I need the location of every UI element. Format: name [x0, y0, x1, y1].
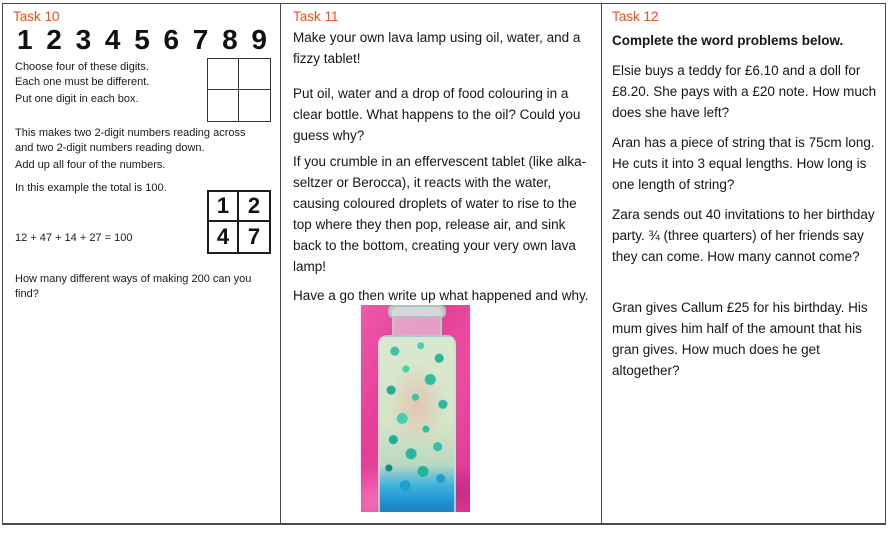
answer-grid-cell [208, 59, 239, 90]
explain-line: Add up all four of the numbers. [15, 159, 166, 171]
instruction-line: Choose four of these digits. [15, 61, 149, 73]
explain-line: This makes two 2-digit numbers reading across [15, 127, 246, 139]
answer-grid-cell [239, 90, 270, 121]
digit-4: 4 [104, 24, 121, 55]
task10-example-intro: In this example the total is 100. [15, 182, 167, 194]
task10-example-grid [207, 190, 271, 254]
task12-title: Task 12 [612, 9, 659, 24]
task10-digits-row [17, 24, 267, 54]
example-grid-cell: 7 [247, 224, 261, 249]
task12-problem: Gran gives Callum £25 for his birthday. His mum gives him half of the amount that his gran gives. How much does he get altogether? [612, 300, 868, 378]
task11-paragraph: Put oil, water and a drop of food colouring in a clear bottle. What happens to the oil? Could you guess why? [293, 86, 581, 143]
instruction-line: Put one digit in each box. [15, 93, 139, 105]
task10-question: How many different ways of making 200 can you find? [15, 273, 252, 300]
task12-problem: Zara sends out 40 invitations to her birthday party. ¾ (three quarters) of her friends say they can come. How many cannot come? [612, 207, 875, 264]
bottle-rim [388, 305, 446, 318]
task10-equation: 12 + 47 + 14 + 27 = 100 [15, 232, 133, 244]
task12-card [602, 4, 885, 523]
digit-7: 7 [192, 24, 209, 55]
task10-card [3, 4, 281, 523]
task-table [2, 3, 886, 525]
task11-card [281, 4, 602, 523]
digit-8: 8 [222, 24, 238, 55]
task12-problem: Elsie buys a teddy for £6.10 and a doll for £8.20. She pays with a £20 note. How much does she have left? [612, 63, 877, 120]
bottle-body [378, 335, 456, 512]
instruction-line: Each one must be different. [15, 76, 150, 88]
lava-lamp-photo [361, 305, 470, 512]
example-grid-cell: 2 [239, 192, 269, 222]
example-grid-cell: 1 [209, 192, 239, 222]
task12-problem: Aran has a piece of string that is 75cm long. He cuts it into 3 equal lengths. How long is one length of string? [612, 135, 875, 192]
digit-3: 3 [75, 24, 92, 55]
digit-6: 6 [163, 24, 180, 55]
task11-title: Task 11 [293, 9, 339, 24]
explain-line: and two 2-digit numbers reading down. [15, 142, 205, 154]
digit-5: 5 [134, 24, 150, 55]
task10-instructions [15, 60, 149, 107]
task11-paragraph: Make your own lava lamp using oil, water, and a fizzy tablet! [293, 30, 581, 66]
digit-9: 9 [251, 24, 267, 55]
task10-title: Task 10 [13, 9, 60, 24]
answer-grid-cell [208, 90, 239, 121]
task11-paragraph: If you crumble in an effervescent tablet (like alka-seltzer or Berocca), it reacts with the water, causing coloured droplets of water to rise to the top where they then pop, release air, and sink back to the bottom, creating your very own lava lamp! [293, 154, 587, 274]
digit-2: 2 [46, 24, 62, 55]
answer-grid-cell [239, 59, 270, 90]
task10-explanation [15, 126, 245, 173]
example-grid-cell: 4 [209, 222, 239, 252]
digit-1: 1 [17, 24, 33, 55]
task12-subtitle: Complete the word problems below. [612, 33, 844, 48]
task10-answer-grid [207, 58, 271, 122]
task11-paragraph: Have a go then write up what happened and why. [293, 288, 589, 303]
